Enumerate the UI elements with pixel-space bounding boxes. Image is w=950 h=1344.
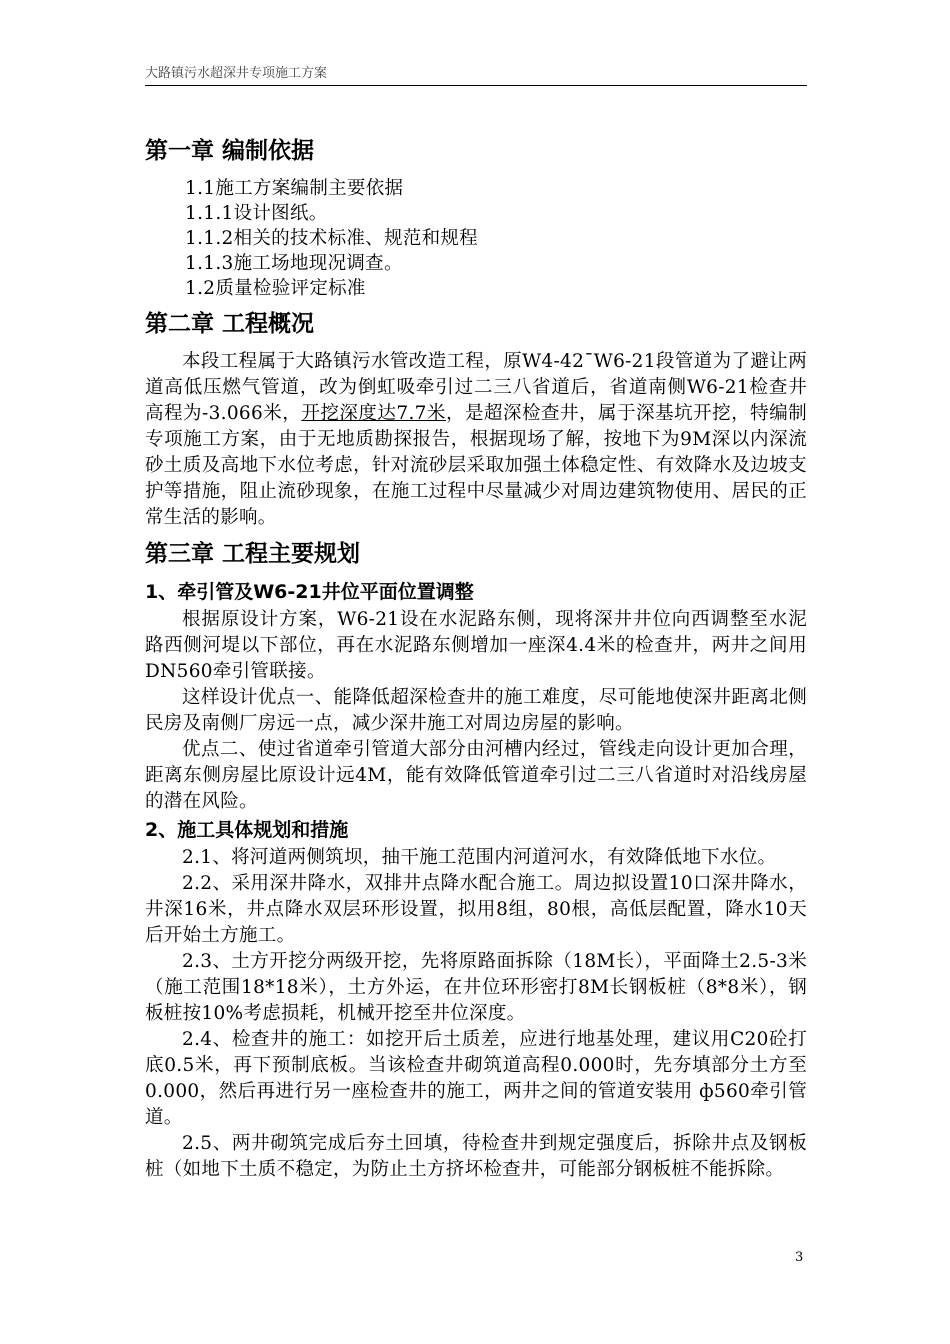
paragraph: 2.1、将河道两侧筑坝，抽干施工范围内河道河水，有效降低地下水位。 — [182, 847, 777, 868]
paragraph: 这样设计优点一、能降低超深检查井的施工难度，尽可能地使深井距离北侧民房及南侧厂房远一点，减少深井施工对周边房屋的影响。 — [145, 687, 807, 734]
running-header: 大路镇污水超深井专项施工方案 — [145, 62, 807, 86]
toc-item: 1.1.2相关的技术标准、规范和规程 — [185, 228, 478, 249]
section-2-title: 2、施工具体规划和措施 — [145, 819, 349, 841]
toc-item: 1.1施工方案编制主要依据 — [185, 178, 404, 199]
document-body — [145, 128, 807, 1183]
paragraph: 2.3、土方开挖分两级开挖，先将原路面拆除（18M长），平面降土2.5-3米（施工范围18*18米），土方外运，在井位环形密打8M长钢板桩（8*8米），钢板桩按10%考虑损耗，机械开挖至井位深度。 — [145, 951, 807, 1024]
paragraph: 2.2、采用深井降水，双排井点降水配合施工。周边拟设置10口深井降水，井深16米，井点降水双层环形设置，拟用8组，80根，高低层配置，降水10天后开始土方施工。 — [145, 873, 807, 946]
overview-text-b: ，是超深检查井，属于深基坑开挖，特编制专项施工方案，由于无地质勘探报告，根据现场了解，按地下为9M深以内深流砂土质及高地下水位考虑，针对流砂层采取加强土体稳定性、有效降水及边坡支护等措施，阻止流砂现象，在施工过程中尽量减少对周边建筑物使用、居民的正常生活的影响。 — [145, 403, 808, 528]
toc-item: 1.1.3施工场地现况调查。 — [185, 253, 403, 274]
chapter-1-title: 第一章 编制依据 — [145, 138, 315, 164]
overview-text-a: 本段工程属于大路镇污水管改造工程，原W4-42¯W6-21段管道为了避让两道高低压燃气管道，改为倒虹吸牵引过二三八省道后，省道南侧W6-21检查井高程为-3.066米， — [145, 351, 807, 424]
paragraph: 2.4、检查井的施工：如挖开后土质差，应进行地基处理，建议用C20砼打底0.5米，再下预制底板。当该检查井砌筑道高程0.000时，先夯填部分土方至0.000，然后再进行另一座检查井的施工，两井之间的管道安装用 ф560牵引管道。 — [145, 1029, 807, 1128]
page-number: 3 — [795, 1250, 804, 1265]
paragraph: 优点二、使过省道牵引管道大部分由河槽内经过，管线走向设计更加合理，距离东侧房屋比原设计远4M，能有效降低管道牵引过二三八省道时对沿线房屋的潜在风险。 — [145, 739, 807, 812]
chapter-3-title: 第三章 工程主要规划 — [145, 541, 361, 567]
overview-paragraph — [145, 349, 807, 531]
section-1-title: 1、牵引管及W6-21井位平面位置调整 — [145, 581, 474, 603]
paragraph: 根据原设计方案，W6-21设在水泥路东侧，现将深井井位向西调整至水泥路西侧河堤以下部位，再在水泥路东侧增加一座深4.4米的检查井，两井之间用DN560牵引管联接。 — [145, 609, 807, 682]
toc-item: 1.1.1设计图纸。 — [185, 203, 328, 224]
excavation-depth-underlined: 开挖深度达7.7米 — [301, 403, 446, 424]
paragraph: 2.5、两井砌筑完成后夯土回填，待检查井到规定强度后，拆除井点及钢板桩（如地下土质不稳定，为防止土方挤坏检查井，可能部分钢板桩不能拆除。 — [145, 1133, 807, 1180]
chapter-2-title: 第二章 工程概况 — [145, 311, 315, 337]
toc-item: 1.2质量检验评定标准 — [185, 278, 366, 299]
